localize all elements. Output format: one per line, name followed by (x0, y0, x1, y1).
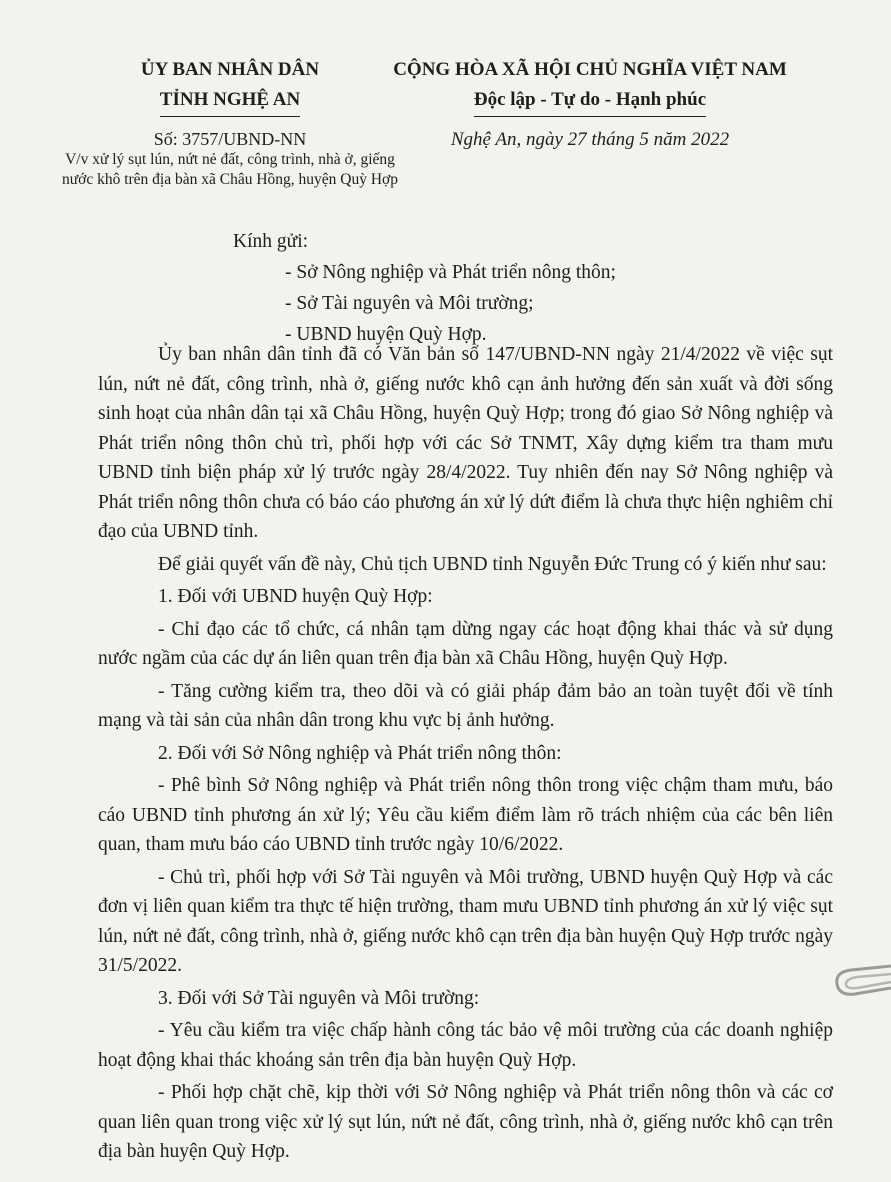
body-paragraph: - Phối hợp chặt chẽ, kịp thời với Sở Nông nghiệp và Phát triển nông thôn và các cơ quan liên quan trong việc xử lý sụt lún, nứt nẻ đất, công trình, nhà ở, giếng nước khô cạn trên địa bàn huyện Quỳ Hợp. (98, 1082, 833, 1162)
document-number: Số: 3757/UBND-NN (153, 129, 307, 149)
section-heading: 1. Đối với UBND huyện Quỳ Hợp: (158, 586, 433, 607)
recipients-list (285, 257, 616, 350)
body-paragraph: - Phê bình Sở Nông nghiệp và Phát triển nông thôn trong việc chậm tham mưu, báo cáo UBND tỉnh phương án xử lý; Yêu cầu kiểm điểm làm rõ trách nhiệm của các bên liên quan, tham mưu báo cáo UBND tỉnh trước ngày 10/6/2022. (98, 775, 833, 855)
recipient-item: - Sở Tài nguyên và Môi trường; (285, 293, 534, 314)
issuer-block (60, 55, 400, 190)
issuer-org-line2: TỈNH NGHỆ AN (160, 85, 300, 117)
document-date: Nghệ An, ngày 27 tháng 5 năm 2022 (450, 129, 730, 150)
nation-title: CỘNG HÒA XÃ HỘI CHỦ NGHĨA VIỆT NAM (393, 59, 787, 80)
recipients-block (233, 226, 616, 350)
recipient-item: - Sở Nông nghiệp và Phát triển nông thôn; (285, 262, 616, 283)
issuer-org-line1: ỦY BAN NHÂN DÂN (140, 59, 320, 80)
body-paragraph: Để giải quyết vấn đề này, Chủ tịch UBND tỉnh Nguyễn Đức Trung có ý kiến như sau: (158, 553, 827, 575)
body-paragraph: - Yêu cầu kiểm tra việc chấp hành công tác bảo vệ môi trường của các doanh nghiệp hoạt động khai thác khoáng sản trên địa bàn huyện Quỳ Hợp. (98, 1020, 833, 1071)
paper-clip-icon (831, 958, 891, 1014)
document-body (98, 340, 833, 1170)
recipient-item: - UBND huyện Quỳ Hợp. (285, 324, 487, 345)
body-paragraph: - Tăng cường kiểm tra, theo dõi và có giải pháp đảm bảo an toàn tuyệt đối về tính mạng và tài sản của nhân dân trong khu vực bị ảnh hưởng. (98, 680, 833, 731)
recipients-label: Kính gửi: (233, 231, 309, 252)
section-heading: 3. Đối với Sở Tài nguyên và Môi trường: (158, 987, 480, 1009)
body-paragraph: - Chỉ đạo các tổ chức, cá nhân tạm dừng ngay các hoạt động khai thác và sử dụng nước ngầm của các dự án liên quan trên địa bàn xã Châu Hồng, huyện Quỳ Hợp. (98, 618, 833, 669)
motto: Độc lập - Tự do - Hạnh phúc (474, 85, 706, 117)
body-paragraph: - Chủ trì, phối hợp với Sở Tài nguyên và Môi trường, UBND huyện Quỳ Hợp và các đơn vị liên quan kiểm tra thực tế hiện trường, tham mưu UBND tỉnh phương án xử lý việc sụt lún, nứt nẻ đất, công trình, nhà ở, giếng nước khô cạn trên địa bàn huyện Quỳ Hợp trước ngày 31/5/2022. (98, 866, 833, 976)
document-subject: V/v xử lý sụt lún, nứt nẻ đất, công trình, nhà ở, giếng nước khô trên địa bàn xã Châu Hồng, huyện Quỳ Hợp (61, 151, 399, 188)
national-header (380, 55, 800, 151)
body-paragraph: Ủy ban nhân dân tỉnh đã có Văn bản số 147/UBND-NN ngày 21/4/2022 về việc sụt lún, nứt nẻ đất, công trình, nhà ở, giếng nước khô cạn ảnh hưởng đến sản xuất và đời sống sinh hoạt của nhân dân tại xã Châu Hồng, huyện Quỳ Hợp; trong đó giao Sở Nông nghiệp và Phát triển nông thôn chủ trì, phối hợp với các Sở TNMT, Xây dựng kiểm tra tham mưu UBND tỉnh biện pháp xử lý trước ngày 28/4/2022. Tuy nhiên đến nay Sở Nông nghiệp và Phát triển nông thôn chưa có báo cáo phương án xử lý dứt điểm là chưa thực hiện nghiêm chỉ đạo của UBND tỉnh. (98, 344, 833, 542)
section-heading: 2. Đối với Sở Nông nghiệp và Phát triển nông thôn: (158, 742, 562, 764)
